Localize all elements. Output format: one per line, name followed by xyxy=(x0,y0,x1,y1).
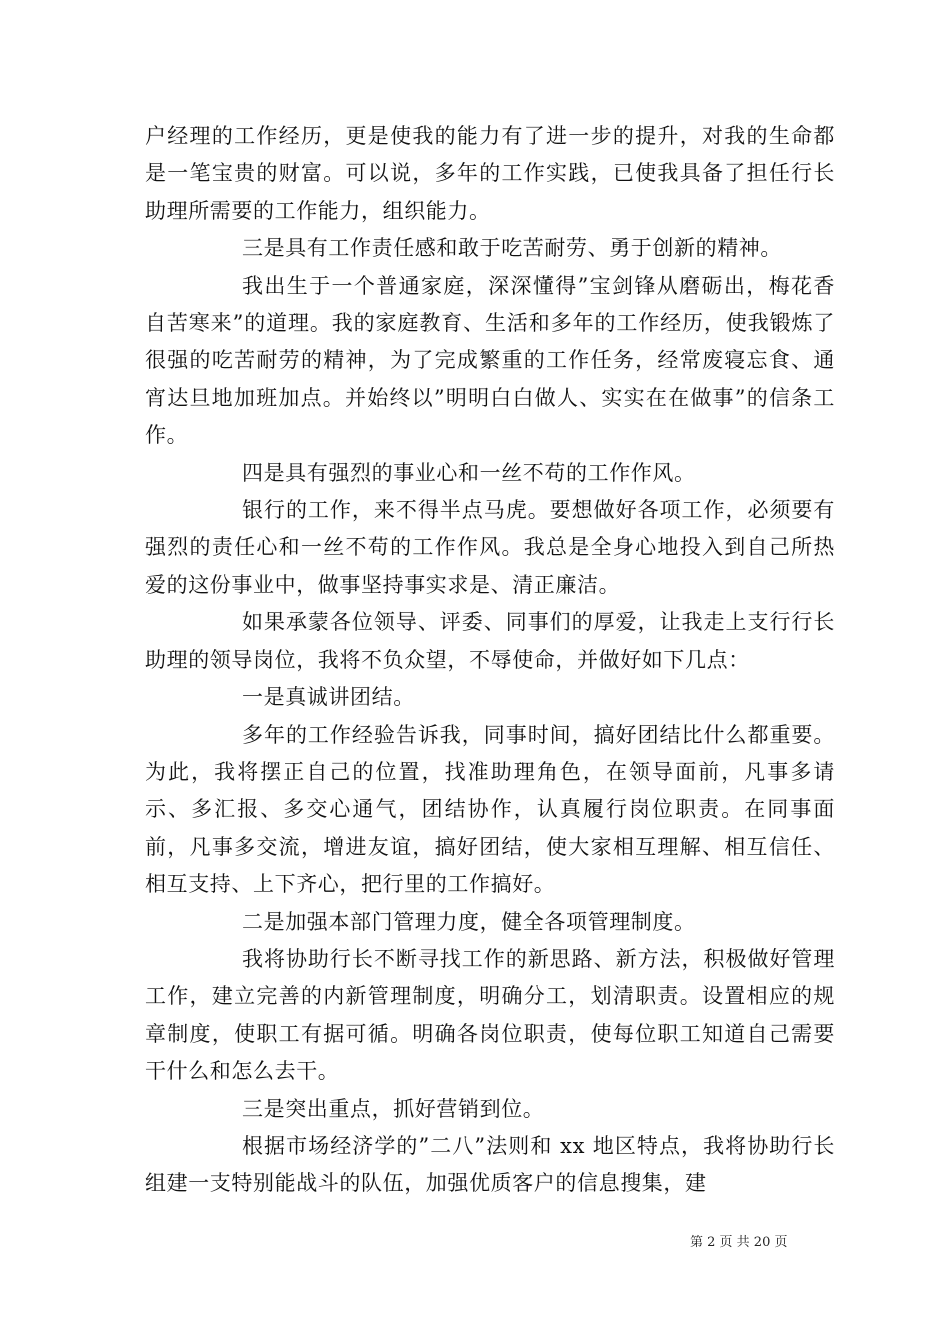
paragraph-5: 银行的工作，来不得半点马虎。要想做好各项工作，必须要有强烈的责任心和一丝不苟的工作作风。我总是全身心地投入到自己所热爱的这份事业中，做事坚持事实求是、清正廉洁。 xyxy=(145,498,835,597)
paragraph-3: 我出生于一个普通家庭，深深懂得”宝剑锋从磨砺出，梅花香自苦寒来”的道理。我的家庭教育、生活和多年的工作经历，使我锻炼了很强的吃苦耐劳的精神，为了完成繁重的工作任务，经常废寝忘食、通宵达旦地加班加点。并始终以”明明白白做人、实实在在做事”的信条工作。 xyxy=(145,273,835,448)
paragraph-7: 一是真诚讲团结。 xyxy=(242,685,415,710)
paragraph-6: 如果承蒙各位领导、评委、同事们的厚爱，让我走上支行行长助理的领导岗位，我将不负众望，不辱使命，并做好如下几点： xyxy=(145,610,835,672)
paragraph-1: 户经理的工作经历，更是使我的能力有了进一步的提升，对我的生命都是一笔宝贵的财富。可以说，多年的工作实践，已使我具备了担任行长助理所需要的工作能力，组织能力。 xyxy=(145,124,835,223)
page-number-footer: 第 2 页 共 20 页 xyxy=(690,1235,788,1250)
paragraph-4: 四是具有强烈的事业心和一丝不苟的工作作风。 xyxy=(242,460,696,485)
paragraph-10: 我将协助行长不断寻找工作的新思路、新方法，积极做好管理工作，建立完善的内新管理制度，明确分工，划清职责。设置相应的规章制度，使职工有据可循。明确各岗位职责，使每位职工知道自己需要干什么和怎么去干。 xyxy=(145,946,835,1084)
paragraph-9: 二是加强本部门管理力度，健全各项管理制度。 xyxy=(242,909,696,934)
paragraph-2: 三是具有工作责任感和敢于吃苦耐劳、勇于创新的精神。 xyxy=(242,236,782,261)
body-text xyxy=(145,118,835,1203)
paragraph-12: 根据市场经济学的”二八”法则和 xx 地区特点，我将协助行长组建一支特别能战斗的队伍，加强优质客户的信息搜集，建 xyxy=(145,1133,835,1196)
paragraph-11: 三是突出重点，抓好营销到位。 xyxy=(242,1096,545,1121)
paragraph-8: 多年的工作经验告诉我，同事时间，搞好团结比什么都重要。为此，我将摆正自己的位置，找准助理角色，在领导面前，凡事多请示、多汇报、多交心通气，团结协作，认真履行岗位职责。在同事面前，凡事多交流，增进友谊，搞好团结，使大家相互理解、相互信任、相互支持、上下齐心，把行里的工作搞好。 xyxy=(145,722,835,897)
